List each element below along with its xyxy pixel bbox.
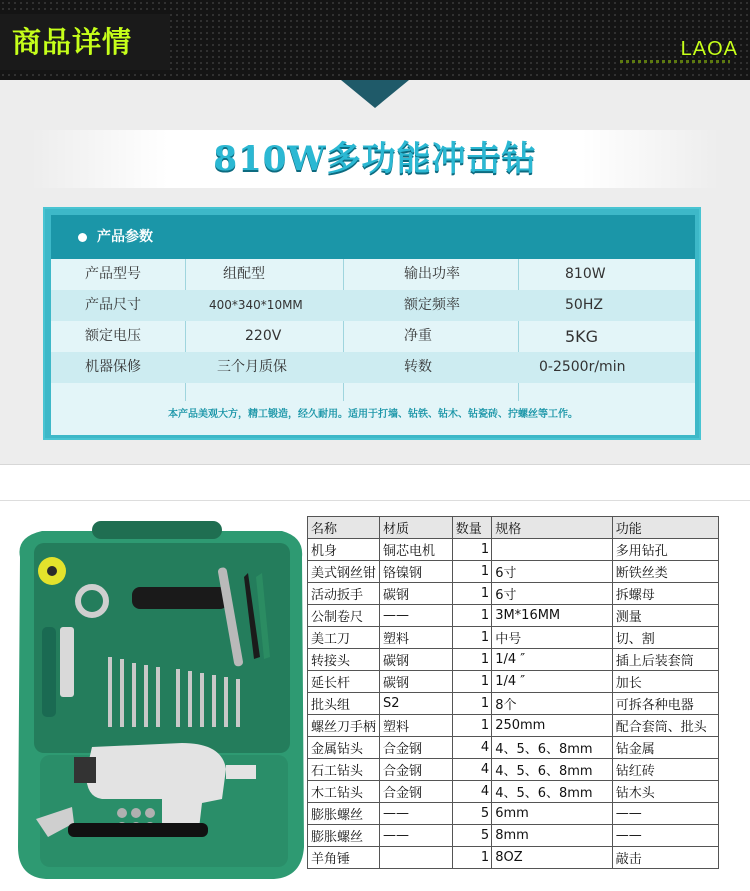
table-cell: 敲击 (612, 847, 718, 869)
table-cell: 测量 (612, 605, 718, 627)
utility-knife-icon (60, 627, 74, 697)
table-row (308, 803, 719, 825)
table-cell: 4、5、6、8mm (492, 759, 613, 781)
table-cell: 钻红砖 (612, 759, 718, 781)
col-header: 名称 (308, 517, 380, 539)
params-note: 本产品美观大方，精工锻造，经久耐用。适用于打墙、钻铁、钻木、钻瓷砖、拧螺丝等工作。 (168, 409, 578, 420)
table-cell: 1 (452, 847, 491, 869)
table-row (308, 759, 719, 781)
table-cell: 1 (452, 583, 491, 605)
table-cell: 配合套筒、批头 (612, 715, 718, 737)
table-row (308, 539, 719, 561)
params-heading: 产品参数 (97, 229, 153, 245)
table-cell: 加长 (612, 671, 718, 693)
table-cell: 公制卷尺 (308, 605, 380, 627)
table-cell: S2 (380, 693, 453, 715)
table-cell: 1 (452, 671, 491, 693)
table-cell: 中号 (492, 627, 613, 649)
param-value: 400*340*10MM (209, 298, 303, 312)
table-row (308, 715, 719, 737)
table-cell: 可拆各种电器 (612, 693, 718, 715)
param-label: 净重 (404, 328, 432, 344)
table-row (308, 825, 719, 847)
param-value: 220V (245, 328, 282, 344)
table-cell: 钻木头 (612, 781, 718, 803)
header-band (0, 0, 750, 80)
params-row (51, 321, 695, 352)
table-row (308, 583, 719, 605)
table-cell: —— (612, 825, 718, 847)
table-cell: 美工刀 (308, 627, 380, 649)
params-row (51, 259, 695, 290)
table-cell: 转接头 (308, 649, 380, 671)
product-banner-title: 810W多功能冲击钻 (213, 139, 537, 179)
col-header: 功能 (612, 517, 718, 539)
screwdriver-icon (42, 627, 56, 717)
table-cell: 螺丝刀手柄 (308, 715, 380, 737)
table-cell: 1 (452, 539, 491, 561)
table-cell: 5 (452, 803, 491, 825)
table-cell: 8OZ (492, 847, 613, 869)
table-cell: 批头组 (308, 693, 380, 715)
table-cell: —— (380, 605, 453, 627)
param-label: 产品型号 (85, 266, 141, 282)
params-row (51, 290, 695, 321)
table-cell: 4、5、6、8mm (492, 737, 613, 759)
page-title: 商品详情 (12, 25, 133, 59)
table-cell: 6寸 (492, 583, 613, 605)
param-value: 三个月质保 (217, 359, 287, 375)
table-cell: 铜芯电机 (380, 539, 453, 561)
brand-underline (620, 60, 730, 63)
table-cell: 膨胀螺丝 (308, 825, 380, 847)
param-label: 转数 (404, 359, 432, 375)
param-label: 产品尺寸 (85, 297, 141, 313)
table-cell: 木工钻头 (308, 781, 380, 803)
side-handle (132, 587, 228, 609)
bullet-icon (78, 233, 87, 242)
table-cell: 8个 (492, 693, 613, 715)
params-body (51, 259, 695, 435)
table-cell: 1/4 ″ (492, 671, 613, 693)
table-cell: 膨胀螺丝 (308, 803, 380, 825)
table-cell: 合金钢 (380, 737, 453, 759)
table-cell: 机身 (308, 539, 380, 561)
table-cell: 4 (452, 781, 491, 803)
col-header: 规格 (492, 517, 613, 539)
table-cell: 美式钢丝钳 (308, 561, 380, 583)
table-cell: 塑料 (380, 627, 453, 649)
table-cell: 5 (452, 825, 491, 847)
table-cell: 活动扳手 (308, 583, 380, 605)
table-cell: 6寸 (492, 561, 613, 583)
table-row (308, 781, 719, 803)
col-header: 数量 (452, 517, 491, 539)
table-row (308, 605, 719, 627)
table-cell: 石工钻头 (308, 759, 380, 781)
table-cell: 3M*16MM (492, 605, 613, 627)
table-cell (492, 539, 613, 561)
table-cell: 插上后装套筒 (612, 649, 718, 671)
table-cell: 铬镍钢 (380, 561, 453, 583)
params-heading-bar (51, 215, 695, 259)
table-cell: 塑料 (380, 715, 453, 737)
table-row (308, 847, 719, 869)
col-header: 材质 (380, 517, 453, 539)
param-label: 输出功率 (404, 266, 460, 282)
table-cell: 延长杆 (308, 671, 380, 693)
table-cell: 拆螺母 (612, 583, 718, 605)
table-row (308, 693, 719, 715)
table-cell: 6mm (492, 803, 613, 825)
param-value: 810W (565, 266, 606, 282)
table-cell: 250mm (492, 715, 613, 737)
table-cell: 4 (452, 759, 491, 781)
table-cell: —— (380, 825, 453, 847)
down-arrow-icon (341, 80, 409, 108)
table-row (308, 561, 719, 583)
param-value: 50HZ (565, 297, 603, 313)
table-row (308, 627, 719, 649)
table-cell: 4、5、6、8mm (492, 781, 613, 803)
case-handle (92, 521, 222, 539)
table-cell: 1 (452, 649, 491, 671)
param-value: 0-2500r/min (539, 359, 626, 375)
param-label: 额定电压 (85, 328, 141, 344)
table-row (308, 737, 719, 759)
table-cell: 1 (452, 627, 491, 649)
table-cell: 1 (452, 561, 491, 583)
table-cell: 碳钢 (380, 649, 453, 671)
table-cell: 1 (452, 693, 491, 715)
table-cell (380, 847, 453, 869)
params-table (43, 207, 701, 440)
table-cell: 合金钢 (380, 759, 453, 781)
table-cell: —— (612, 803, 718, 825)
table-cell: 钻金属 (612, 737, 718, 759)
tool-kit-image (12, 507, 308, 885)
table-cell: 多用钻孔 (612, 539, 718, 561)
table-header-row (308, 517, 719, 539)
param-value: 组配型 (223, 266, 265, 282)
table-row (308, 671, 719, 693)
table-cell: 4 (452, 737, 491, 759)
param-value: 5KG (565, 327, 599, 346)
table-cell: 碳钢 (380, 583, 453, 605)
header-title-box (0, 14, 170, 70)
table-cell: 合金钢 (380, 781, 453, 803)
spec-table (307, 516, 719, 869)
param-label: 额定频率 (404, 297, 460, 313)
table-cell: 1 (452, 605, 491, 627)
table-cell: 羊角锤 (308, 847, 380, 869)
table-cell: 1 (452, 715, 491, 737)
param-label: 机器保修 (85, 359, 141, 375)
params-row (51, 352, 695, 383)
table-cell: 切、割 (612, 627, 718, 649)
table-cell: 1/4 ″ (492, 649, 613, 671)
table-cell: 金属钻头 (308, 737, 380, 759)
table-cell: 碳钢 (380, 671, 453, 693)
product-banner (30, 130, 720, 188)
table-row (308, 649, 719, 671)
table-cell: 8mm (492, 825, 613, 847)
table-cell: 断铁丝类 (612, 561, 718, 583)
brand-logo: LAOA (680, 38, 738, 60)
table-cell: —— (380, 803, 453, 825)
